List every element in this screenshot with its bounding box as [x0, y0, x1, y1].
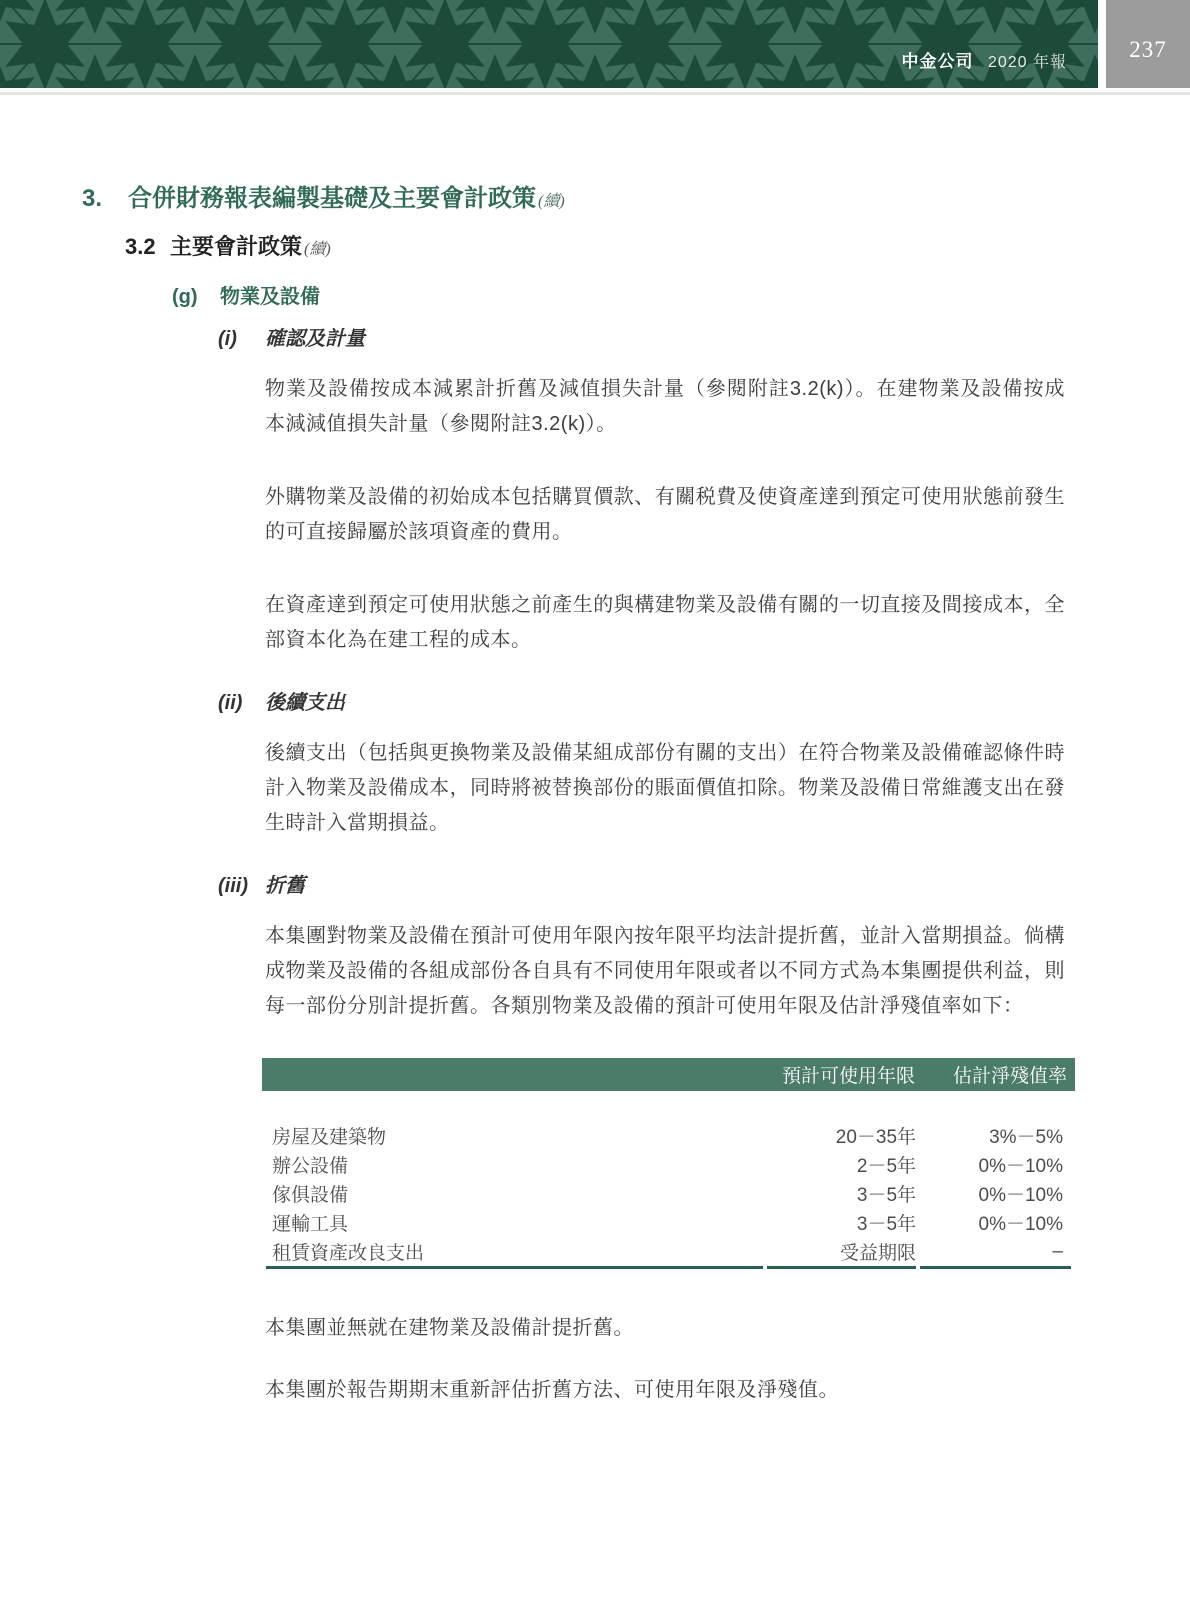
row-label: 房屋及建築物: [272, 1127, 387, 1148]
item-body: [265, 352, 1065, 658]
column-header-residual-rate: 估計淨殘值率: [952, 1066, 1067, 1087]
header-band: [0, 0, 1098, 88]
row-residual-rate: 0%－10%: [978, 1156, 1063, 1177]
row-label: 辦公設備: [272, 1156, 349, 1177]
subsection-number: 3.2: [125, 234, 156, 259]
section-continued: (續): [538, 193, 565, 210]
row-useful-life: 受益期限: [767, 1237, 916, 1269]
paragraph: 後續支出（包括與更換物業及設備某組成部份有關的支出）在符合物業及設備確認條件時計入物業及設備成本，同時將被替換部份的賬面價值扣除。物業及設備日常維護支出在發生時計入當期損益。: [265, 742, 1065, 834]
table-row: [266, 1150, 1071, 1179]
item-g-heading: [172, 284, 1190, 310]
closing-paragraph: 本集團並無就在建物業及設備計提折舊。: [265, 1317, 634, 1339]
paragraph: 本集團對物業及設備在預計可使用年限內按年限平均法計提折舊，並計入當期損益。倘構成物業及設備的各組成部份各自具有不同使用年限或者以不同方式為本集團提供利益，則每一部份分別計提折舊。各類別物業及設備的預計可使用年限及估計淨殘值率如下：: [265, 925, 1065, 1017]
subsection-heading: [125, 233, 1190, 264]
brand-year: 2020 年報: [987, 54, 1067, 71]
item-g-number: (g): [172, 286, 198, 308]
item-body: [265, 899, 1065, 1024]
closing-paragraph: 本集團於報告期期末重新評估折舊方法、可使用年限及淨殘值。: [265, 1379, 839, 1401]
table-row: [266, 1208, 1071, 1237]
item-depreciation: [218, 873, 1190, 1024]
section-heading: [82, 184, 1190, 217]
item-title: 折舊: [265, 875, 305, 897]
asanoha-pattern: [0, 0, 1098, 88]
depreciation-table: [262, 1058, 1075, 1269]
row-useful-life: 2－5年: [856, 1156, 917, 1177]
header-divider: [0, 92, 1190, 95]
column-header-useful-life: 預計可使用年限: [781, 1066, 915, 1087]
table-header-band: [262, 1058, 1075, 1091]
row-residual-rate: 0%－10%: [978, 1185, 1063, 1206]
item-title: 後續支出: [265, 692, 345, 714]
item-g-title: 物業及設備: [220, 286, 320, 308]
page-number: 237: [1129, 37, 1167, 62]
item-subsequent-expenditure: [218, 690, 1190, 841]
item-recognition: [218, 326, 1190, 658]
row-useful-life: 3－5年: [856, 1214, 917, 1235]
table-row: [266, 1121, 1071, 1150]
item-title: 確認及計量: [265, 328, 365, 350]
item-number: (iii): [218, 875, 248, 897]
table-row: [266, 1179, 1071, 1208]
row-residual-rate: 3%－5%: [989, 1127, 1063, 1148]
subsection-title: 主要會計政策: [170, 234, 303, 259]
item-heading: [218, 873, 1190, 899]
row-useful-life: 20－35年: [835, 1127, 917, 1148]
section-number: 3.: [82, 185, 103, 212]
item-heading: [218, 690, 1190, 716]
item-number: (ii): [218, 692, 243, 714]
item-body: [265, 716, 1065, 841]
item-heading: [218, 326, 1190, 352]
brand-name: 中金公司: [901, 52, 974, 71]
row-residual-rate: –: [920, 1237, 1071, 1269]
brand-text: [902, 47, 1068, 72]
row-residual-rate: 0%－10%: [978, 1214, 1063, 1235]
paragraph: 外購物業及設備的初始成本包括購買價款、有關税費及使資產達到預定可使用狀態前發生的可直接歸屬於該項資產的費用。: [265, 486, 1065, 543]
row-label: 租賃資產改良支出: [266, 1237, 763, 1269]
row-useful-life: 3－5年: [856, 1185, 917, 1206]
paragraph: 在資產達到預定可使用狀態之前產生的與構建物業及設備有關的一切直接及間接成本，全部資本化為在建工程的成本。: [265, 594, 1065, 651]
row-label: 運輸工具: [272, 1214, 349, 1235]
row-label: 傢俱設備: [272, 1185, 349, 1206]
paragraph: 物業及設備按成本減累計折舊及減值損失計量（參閱附註3.2(k)）。在建物業及設備按成本減減值損失計量（參閱附註3.2(k)）。: [265, 378, 1065, 435]
table-row: [266, 1237, 1071, 1269]
subsection-continued: (續): [304, 241, 331, 258]
page-number-box: [1106, 0, 1190, 88]
item-number: (i): [218, 328, 237, 350]
section-title: 合併財務報表編製基礎及主要會計政策: [128, 185, 536, 212]
